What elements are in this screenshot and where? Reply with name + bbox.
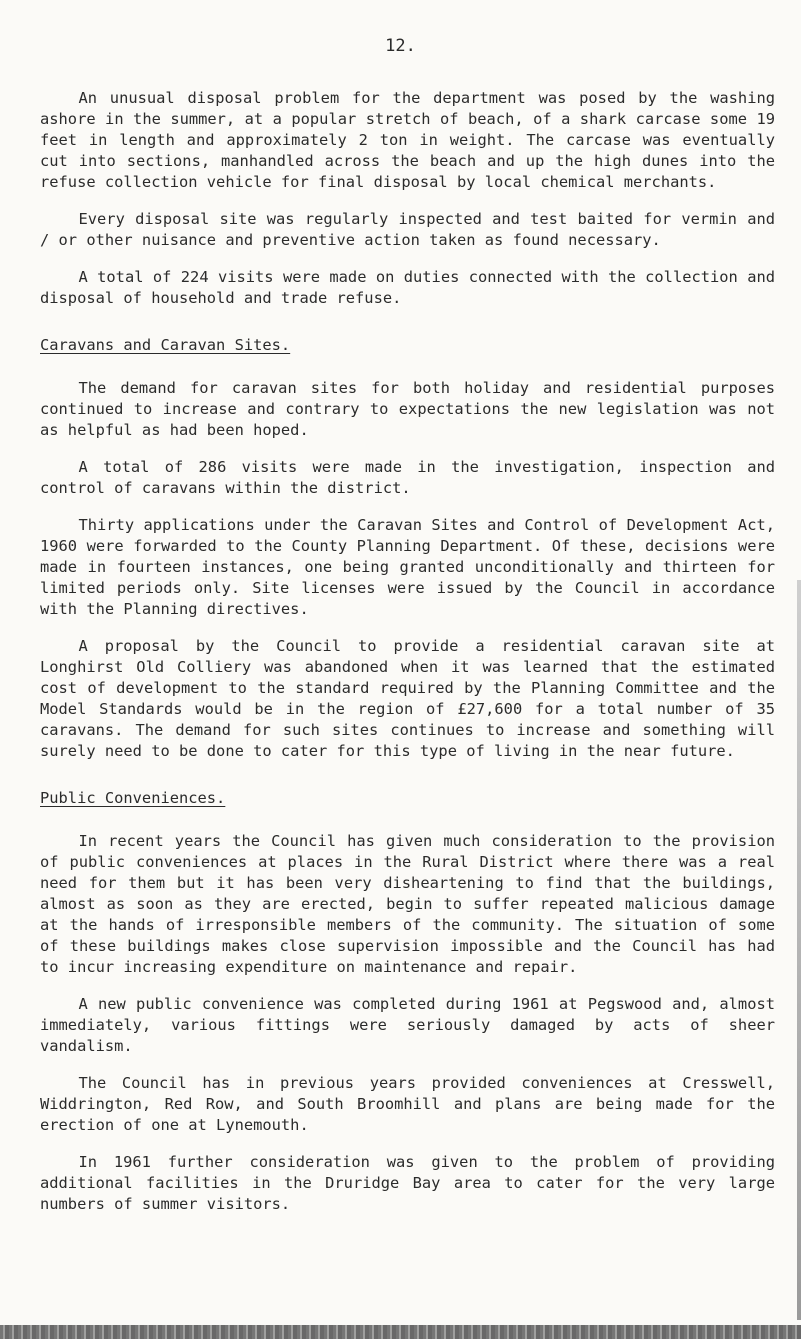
section-heading-caravans: Caravans and Caravan Sites.: [40, 336, 291, 354]
scan-bottom-edge: [0, 1325, 801, 1339]
paragraph: Every disposal site was regularly inspected and test baited for vermin and / or other nuisance and preventive action taken as found necessary.: [40, 210, 775, 249]
paragraph: An unusual disposal problem for the department was posed by the washing ashore in the summer, at a popular stretch of beach, of a shark carcase some 19 feet in length and approximately 2 ton in weight. The carcase was eventually cut into sections, manhandled across the beach and up the high dunes into the refuse collection vehicle for final disposal by local chemical merchants.: [40, 89, 775, 191]
paragraph: A proposal by the Council to provide a residential caravan site at Longhirst Old Colliery was abandoned when it was learned that the estimated cost of development to the standard required by the Planning Committee and the Model Standards would be in the region of £27,600 for a total number of 35 caravans. The demand for such sites continues to increase and something will surely need to be done to cater for this type of living in the near future.: [40, 637, 775, 760]
paragraph: In recent years the Council has given much consideration to the provision of public conveniences at places in the Rural District where there was a real need for them but it has been very disheartening to find that the buildings, almost as soon as they are erected, begin to suffer repeated malicious damage at the hands of irresponsible members of the community. The situation of some of these buildings makes close supervision impossible and the Council has had to incur increasing expenditure on maintenance and repair.: [40, 832, 775, 976]
paragraph: The Council has in previous years provided conveniences at Cresswell, Widdrington, Red Row, and South Broomhill and plans are being made for the erection of one at Lynemouth.: [40, 1074, 775, 1134]
section-heading-public-conveniences: Public Conveniences.: [40, 789, 226, 807]
paragraph: A total of 224 visits were made on duties connected with the collection and disposal of household and trade refuse.: [40, 268, 775, 307]
scan-edge-shadow: [797, 580, 801, 1320]
paragraph: A new public convenience was completed during 1961 at Pegswood and, almost immediately, various fittings were seriously damaged by acts of sheer vandalism.: [40, 995, 775, 1055]
paragraph: The demand for caravan sites for both holiday and residential purposes continued to increase and contrary to expectations the new legislation was not as helpful as had been hoped.: [40, 379, 775, 439]
paragraph: Thirty applications under the Caravan Sites and Control of Development Act, 1960 were forwarded to the County Planning Department. Of these, decisions were made in fourteen instances, one being granted unconditionally and thirteen for limited periods only. Site licenses were issued by the Council in accordance with the Planning directives.: [40, 516, 775, 618]
paragraph: In 1961 further consideration was given to the problem of providing additional facilities in the Druridge Bay area to cater for the very large numbers of summer visitors.: [40, 1153, 775, 1213]
document-body: [40, 88, 775, 1231]
paragraph: A total of 286 visits were made in the investigation, inspection and control of caravans within the district.: [40, 458, 775, 497]
page-number: 12.: [385, 36, 416, 56]
